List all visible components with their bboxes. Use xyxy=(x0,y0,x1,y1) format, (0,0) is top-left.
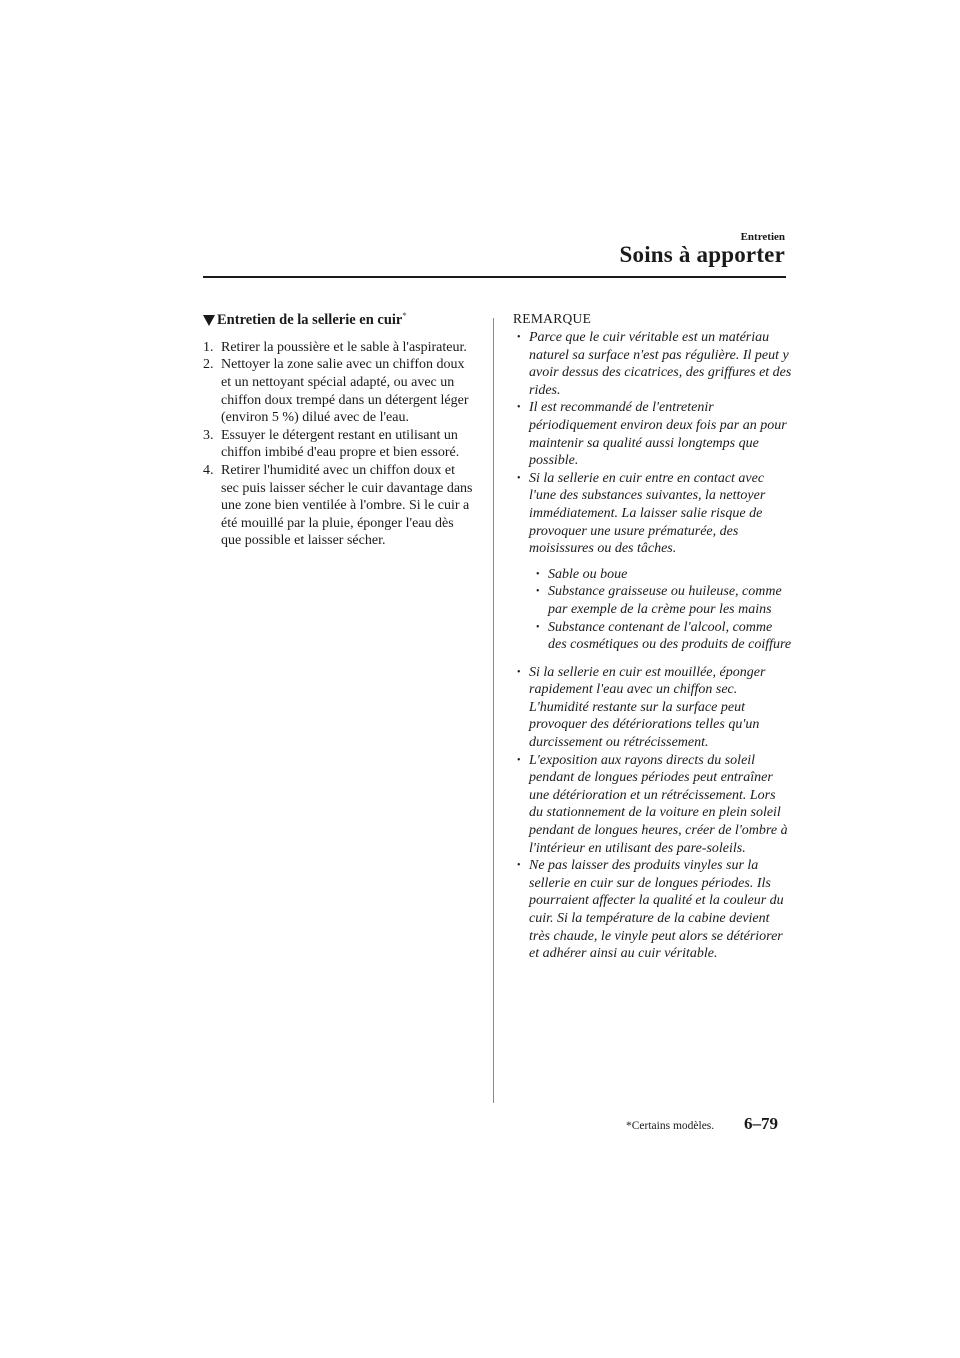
list-item xyxy=(513,752,793,858)
step-text: Retirer la poussière et le sable à l'aspirateur. xyxy=(221,339,467,355)
list-item xyxy=(203,339,473,357)
substance-text: Substance graisseuse ou huileuse, comme par exemple de la crème pour les mains xyxy=(548,584,782,617)
section-heading-text: Entretien de la sellerie en cuir xyxy=(217,311,403,328)
step-number: 4. xyxy=(203,462,214,478)
section-label: Entretien xyxy=(740,231,785,243)
list-item xyxy=(529,583,793,618)
bullet-icon: • xyxy=(536,621,540,633)
list-item xyxy=(203,462,473,550)
note-title: REMARQUE xyxy=(513,311,592,326)
step-text: Retirer l'humidité avec un chiffon doux et sec puis laisser sécher le cuir davantage dans une zone bien ventilée à l'ombre. Si le cuir a été mouillé par la pluie, éponger l'eau dès que possible et laisser sécher. xyxy=(221,462,473,549)
list-item xyxy=(529,566,793,584)
column-divider xyxy=(493,318,494,1103)
list-item xyxy=(513,664,793,752)
page-title: Soins à apporter xyxy=(619,242,785,267)
list-item xyxy=(513,399,793,469)
bullet-icon: • xyxy=(517,754,521,766)
list-item xyxy=(529,619,793,654)
bullet-icon: • xyxy=(536,568,540,580)
bullet-icon: • xyxy=(536,586,540,598)
section-heading xyxy=(203,311,473,329)
note-text: Ne pas laisser des produits vinyles sur la sellerie en cuir sur de longues périodes. Ils pourraient affecter la qualité et la couleur du cuir. Si la température de la cabine devient très chaude, le vinyle peut alors se détériorer et adhérer ainsi au cuir véritable. xyxy=(529,858,784,962)
page-number: 6–79 xyxy=(744,1114,778,1133)
substances-list xyxy=(529,566,793,654)
step-number: 3. xyxy=(203,427,214,443)
list-item xyxy=(513,470,793,654)
left-column xyxy=(203,311,473,550)
step-text: Essuyer le détergent restant en utilisant un chiffon imbibé d'eau propre et bien essoré. xyxy=(221,427,460,461)
note-text: Il est recommandé de l'entretenir périodiquement environ deux fois par an pour maintenir sa qualité aussi longtemps que possible. xyxy=(529,400,787,469)
note-text: L'exposition aux rayons directs du soleil pendant de longues périodes peut entraîner une détérioration et un rétrécissement. Lors du stationnement de la voiture en plein soleil pendant de longues heures, créer de l'ombre à l'intérieur en utilisant des pare-soleils. xyxy=(529,752,788,856)
bullet-icon: • xyxy=(517,402,521,414)
step-text: Nettoyer la zone salie avec un chiffon doux et un nettoyant spécial adapté, ou avec un chiffon doux trempé dans un détergent léger (environ 5 %) dilué avec de l'eau. xyxy=(221,357,469,426)
bullet-icon: • xyxy=(517,860,521,872)
notes-list xyxy=(513,329,793,963)
list-item xyxy=(513,329,793,399)
list-item xyxy=(513,857,793,963)
right-column xyxy=(513,311,793,963)
step-number: 2. xyxy=(203,357,214,373)
step-number: 1. xyxy=(203,339,214,355)
bullet-icon: • xyxy=(517,472,521,484)
bullet-icon: • xyxy=(517,666,521,678)
steps-list xyxy=(203,339,473,550)
footnote-star: * xyxy=(402,311,407,320)
header-divider xyxy=(203,276,786,278)
note-text: Si la sellerie en cuir est mouillée, éponger rapidement l'eau avec un chiffon sec. L'humidité restante sur la surface peut provoquer des détériorations telles qu'un durcissement ou rétrécissement. xyxy=(529,664,766,751)
list-item xyxy=(203,427,473,462)
substance-text: Substance contenant de l'alcool, comme des cosmétiques ou des produits de coiffure xyxy=(548,619,792,653)
note-text: Si la sellerie en cuir entre en contact avec l'une des substances suivantes, la nettoyer immédiatement. La laisser salie risque de provoquer une usure prématurée, des moisissures ou des tâches. xyxy=(529,470,766,557)
note-text: Parce que le cuir véritable est un matériau naturel sa surface n'est pas régulière. Il peut y avoir dessus des cicatrices, des griffures et des rides. xyxy=(529,330,792,398)
triangle-down-icon xyxy=(203,315,215,326)
bullet-icon: • xyxy=(517,332,521,343)
list-item xyxy=(203,356,473,426)
footnote: *Certains modèles. xyxy=(626,1120,715,1132)
substance-text: Sable ou boue xyxy=(548,566,628,582)
